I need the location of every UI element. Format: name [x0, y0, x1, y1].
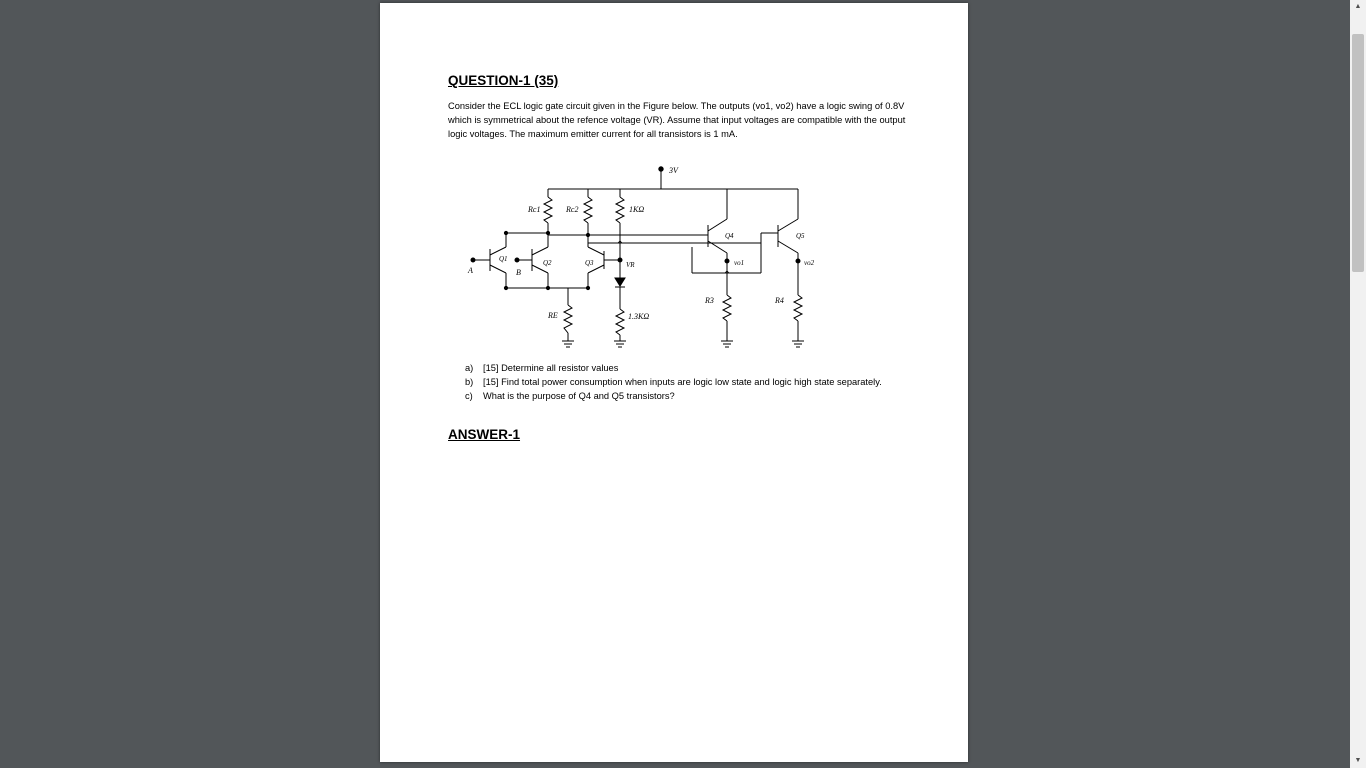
r4-resistor: [794, 295, 802, 321]
q3-label: Q3: [585, 259, 594, 267]
document-page: [380, 3, 968, 762]
input-a-label: A: [468, 266, 473, 275]
rc1-resistor: [544, 197, 552, 223]
question-parts: [465, 361, 885, 403]
part-label: c): [465, 391, 473, 401]
r13k-label: 1.3KΩ: [628, 312, 650, 321]
question-text: Consider the ECL logic gate circuit given in the Figure below. The outputs (vo1, vo2) have a logic swing of 0.8V which is symmetrical about the refence voltage (VR). Assume that input voltages are compatible with the output logic voltages. The maximum emitter current for all transistors is 1 mA.: [448, 101, 906, 139]
vertical-scrollbar[interactable]: [1350, 0, 1366, 768]
scroll-down-icon[interactable]: ▼: [1354, 757, 1362, 764]
question-part-c: [465, 389, 885, 403]
r1k-label: 1KΩ: [629, 205, 645, 214]
scroll-up-icon[interactable]: ▲: [1354, 3, 1362, 10]
vo2-label: vo2: [804, 259, 815, 267]
r13k-resistor: [616, 309, 624, 335]
part-text: [15] Find total power consumption when inputs are logic low state and logic high state separately.: [483, 377, 882, 387]
r3-resistor: [723, 295, 731, 321]
part-text: [15] Determine all resistor values: [483, 363, 619, 373]
question-part-b: [465, 375, 885, 389]
rc2-label: Rc2: [566, 205, 579, 214]
re-label: RE: [548, 311, 558, 320]
rc1-label: Rc1: [528, 205, 541, 214]
part-label: b): [465, 377, 474, 387]
answer-title: ANSWER-1: [448, 427, 521, 442]
input-b-label: B: [516, 268, 521, 277]
q5-label: Q5: [796, 232, 805, 240]
scroll-thumb[interactable]: [1352, 34, 1364, 272]
vr-label: VR: [626, 261, 635, 269]
supply-label: 3V: [669, 166, 678, 175]
r3-label: R3: [705, 296, 714, 305]
q4-label: Q4: [725, 232, 734, 240]
r4-label: R4: [775, 296, 784, 305]
question-title: QUESTION-1 (35): [448, 73, 559, 88]
part-text: What is the purpose of Q4 and Q5 transistors?: [483, 391, 675, 401]
part-label: a): [465, 363, 474, 373]
r1k-resistor: [616, 197, 624, 223]
ecl-circuit-figure: [380, 3, 968, 363]
question-part-a: [465, 361, 885, 375]
q2-label: Q2: [543, 259, 552, 267]
vo1-label: vo1: [734, 259, 745, 267]
re-resistor: [564, 305, 572, 333]
rc2-resistor: [584, 197, 592, 223]
q1-label: Q1: [499, 255, 508, 263]
